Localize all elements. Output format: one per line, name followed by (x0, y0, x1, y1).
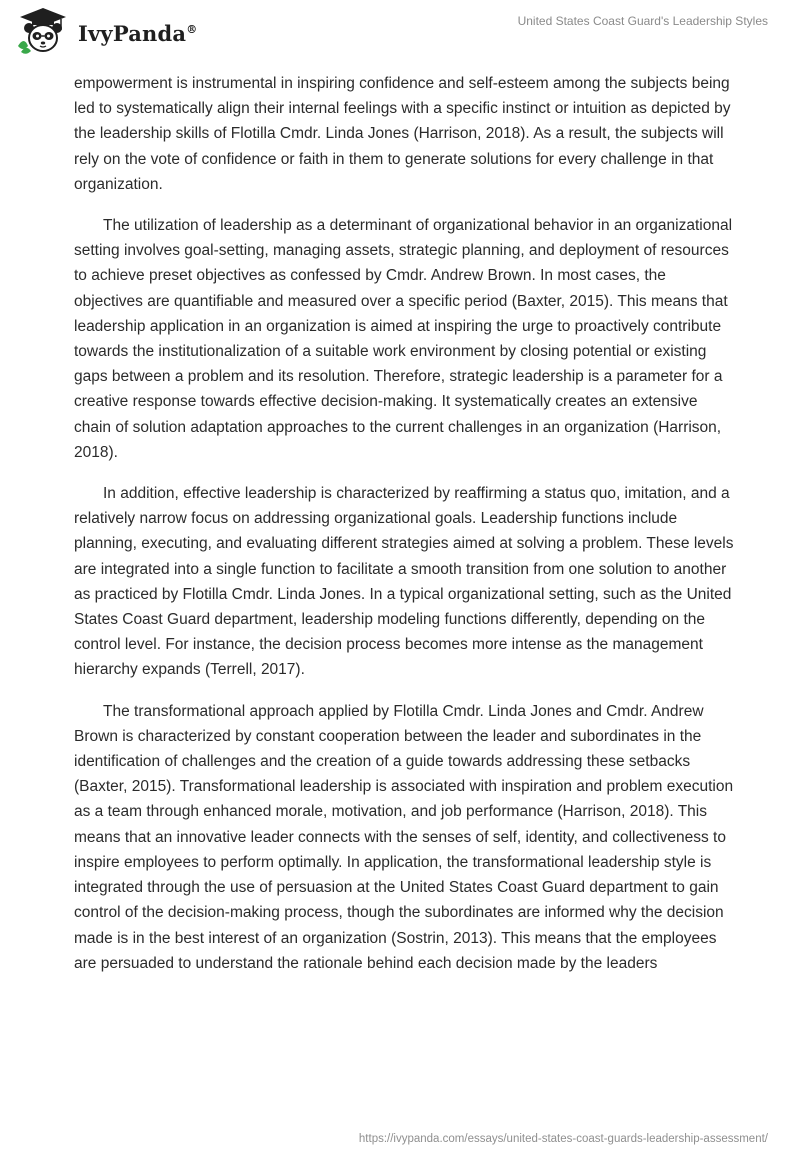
source-url-link[interactable]: https://ivypanda.com/essays/united-states-coast-guards-leadership-assessment/ (358, 1133, 768, 1145)
brand-name: IvyPanda® (78, 20, 198, 46)
registered-mark: ® (186, 22, 198, 36)
panda-graduate-icon (14, 6, 72, 56)
essay-body (74, 71, 734, 992)
paragraph: The utilization of leadership as a determinant of organizational behavior in an organizational setting involves goal-setting, managing assets, strategic planning, and deployment of resources to achieve preset objectives as confessed by Cmdr. Andrew Brown. In most cases, the objectives are quantifiable and measured over a specific period (Baxter, 2015). This means that leadership application in an organization is aimed at inspiring the urge to proactively contribute towards the institutionalization of a suitable work environment by closing potential or existing gaps between a problem and its resolution. Therefore, strategic leadership is a parameter for a creative response towards effective decision-making. It systematically creates an extensive chain of solution adaptation approaches to the current challenges in an organization (Harrison, 2018). (74, 217, 733, 461)
brand-logo[interactable] (14, 6, 197, 56)
paragraph: The transformational approach applied by Flotilla Cmdr. Linda Jones and Cmdr. Andrew Brown is characterized by constant cooperation between the leader and subordinates in the identification of challenges and the creation of a guide towards addressing these setbacks (Baxter, 2015). Transformational leadership is associated with inspiration and problem execution as a team through enhanced morale, motivation, and job performance (Harrison, 2018). This means that an innovative leader connects with the senses of self, identity, and collectiveness to inspire employees to perform optimally. In application, the transformational leadership style is integrated through the use of persuasion at the United States Coast Guard department to gain control of the decision-making process, though the subordinates are informed why the decision made is in the best interest of an organization (Sostrin, 2013). This means that the employees are persuaded to understand the rationale behind each decision made by the leaders (74, 702, 734, 972)
page-header (0, 0, 800, 60)
paragraph: empowerment is instrumental in inspiring confidence and self-esteem among the subjects being led to systematically align their internal feelings with a specific instinct or intuition as depicted by the leadership skills of Flotilla Cmdr. Linda Jones (Harrison, 2018). As a result, the subjects will rely on the vote of confidence or faith in them to generate solutions for every challenge in that organization. (74, 75, 731, 193)
paragraph: In addition, effective leadership is characterized by reaffirming a status quo, imitation, and a relatively narrow focus on addressing organizational goals. Leadership functions include planning, executing, and evaluating different strategies aimed at solving a problem. These levels are integrated into a single function to facilitate a smooth transition from one solution to another as practiced by Flotilla Cmdr. Linda Jones. In a typical organizational setting, such as the United States Coast Guard department, leadership modeling functions differently, depending on the control level. For instance, the decision process becomes more intense as the management hierarchy expands (Terrell, 2017). (74, 485, 734, 679)
document-title: United States Coast Guard's Leadership Styles (517, 14, 768, 28)
